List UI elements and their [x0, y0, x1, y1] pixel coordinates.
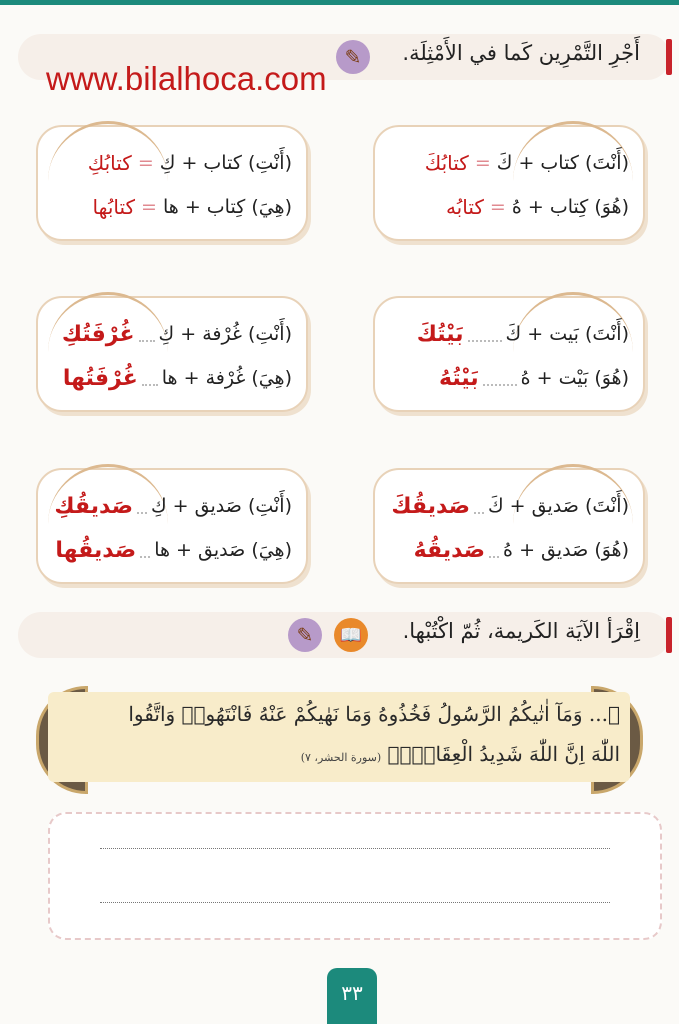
exercise-card-6 [36, 468, 308, 584]
writing-area[interactable] [48, 812, 662, 940]
exercise-card-3 [373, 296, 645, 412]
base-word: صَديق [541, 539, 589, 561]
card-row [48, 532, 292, 568]
card-row [48, 360, 292, 396]
answer-blank [137, 498, 147, 514]
result-word: كتابُكَ [424, 151, 469, 175]
suffix: هُ [520, 367, 531, 389]
verse-reference: (سورة الحشر، ٧) [300, 751, 382, 764]
answer-blank [474, 498, 484, 514]
section-marker [666, 617, 672, 653]
base-word: صَديق [531, 495, 579, 517]
suffix: هُ [511, 196, 522, 218]
plus-sign: + [184, 196, 201, 218]
result-word: صَديقُكَ [391, 493, 470, 519]
pronoun: (هُوَ) [594, 196, 629, 218]
open-book-icon: 📖 [334, 618, 368, 652]
card-row [48, 316, 292, 352]
pronoun: (هُوَ) [594, 367, 629, 389]
pronoun: (هِيَ) [251, 539, 292, 561]
base-word: بَيْت [558, 367, 589, 389]
plus-sign: + [527, 196, 544, 218]
plus-sign: + [527, 323, 544, 345]
result-word: كتابُكِ [87, 151, 132, 175]
suffix: كَ [487, 495, 504, 517]
result-word: بَيْتُهُ [439, 365, 479, 391]
card-row [385, 145, 629, 181]
section-marker [666, 39, 672, 75]
card-row [385, 189, 629, 225]
pronoun: (هُوَ) [594, 539, 629, 561]
answer-blank [483, 370, 517, 386]
pronoun: (أَنْتَ) [584, 495, 629, 517]
result-word: كتابُها [92, 195, 136, 219]
pronoun: (أَنْتِ) [247, 495, 292, 517]
quran-verse-frame [48, 692, 630, 782]
answer-blank [489, 542, 499, 558]
plus-sign: + [180, 323, 197, 345]
plus-sign: + [172, 495, 189, 517]
base-word: كِتاب [549, 196, 589, 218]
suffix: ها [154, 539, 170, 561]
result-word: صَديقُكِ [54, 493, 133, 519]
equals-sign: = [137, 152, 154, 174]
watermark: www.bilalhoca.com [46, 60, 327, 97]
writing-line[interactable] [100, 848, 610, 849]
plus-sign: + [536, 367, 553, 389]
base-word: صَديق [194, 495, 242, 517]
plus-sign: + [518, 152, 535, 174]
suffix: هُ [503, 539, 514, 561]
answer-blank [140, 542, 150, 558]
base-word: كتاب [540, 152, 579, 174]
card-row [48, 189, 292, 225]
pronoun: (أَنْتِ) [247, 323, 292, 345]
suffix: كَ [505, 323, 522, 345]
card-row [48, 145, 292, 181]
verse-line-2-text: اللّٰهَ اِنَّ اللّٰهَ شَدِيدُ الْعِقَابِۢ﴾ [387, 742, 620, 766]
pencil-icon: ✎ [336, 40, 370, 74]
pronoun: (أَنْتَ) [584, 323, 629, 345]
card-row [48, 488, 292, 524]
suffix: كِ [150, 495, 167, 517]
top-accent-line [0, 0, 679, 5]
exercise-1-instruction: أَجْرِ التَّمْرِين كَما في الأَمْثِلَة. [402, 41, 640, 65]
plus-sign: + [181, 152, 198, 174]
result-word: صَديقُها [55, 537, 137, 563]
suffix: كِ [158, 323, 175, 345]
base-word: غُرْفة [202, 323, 242, 345]
suffix: كِ [159, 152, 176, 174]
suffix: ها [162, 196, 179, 218]
equals-sign: = [474, 152, 491, 174]
pencil-icon: ✎ [288, 618, 322, 652]
base-word: كِتاب [206, 196, 246, 218]
base-word: كتاب [203, 152, 242, 174]
plus-sign: + [183, 367, 200, 389]
base-word: بَيت [549, 323, 579, 345]
card-row [385, 532, 629, 568]
base-word: صَديق [198, 539, 246, 561]
result-word: غُرْفَتُكِ [61, 321, 135, 347]
card-row [385, 316, 629, 352]
verse-line-2 [58, 742, 620, 766]
base-word: غُرْفة [205, 367, 246, 389]
writing-line[interactable] [100, 902, 610, 903]
card-row [385, 360, 629, 396]
result-word: صَديقُهُ [413, 537, 486, 563]
plus-sign: + [519, 539, 535, 561]
equals-sign: = [141, 196, 157, 218]
answer-blank [468, 326, 502, 342]
result-word: غُرْفَتُها [62, 365, 138, 391]
result-word: بَيْتُكَ [416, 321, 464, 347]
pronoun: (هِيَ) [251, 367, 292, 389]
card-row [385, 488, 629, 524]
result-word: كتابُه [445, 195, 484, 219]
plus-sign: + [509, 495, 526, 517]
plus-sign: + [176, 539, 192, 561]
suffix: ها [161, 367, 178, 389]
pronoun: (أَنْتِ) [247, 152, 292, 174]
suffix: كَ [496, 152, 513, 174]
exercise-2-instruction: اِقْرَأ الآيَة الكَريمة، ثُمّ اكْتُبْها. [402, 619, 640, 643]
page-number: ٣٣ [327, 968, 377, 1024]
verse-line-1: ﴿... وَمَآ اٰتٰيكُمُ الرَّسُولُ فَخُذُوهُ وَمَا نَهٰيكُمْ عَنْهُ فَانْتَهُواۚ وَاتَّقُوا [128, 702, 620, 726]
pronoun: (هِيَ) [251, 196, 292, 218]
answer-blank [142, 370, 158, 386]
answer-blank [139, 326, 155, 342]
example-card-1 [373, 125, 645, 241]
equals-sign: = [489, 196, 506, 218]
example-card-2 [36, 125, 308, 241]
pronoun: (أَنْتَ) [584, 152, 629, 174]
exercise-card-4 [36, 296, 308, 412]
exercise-card-5 [373, 468, 645, 584]
